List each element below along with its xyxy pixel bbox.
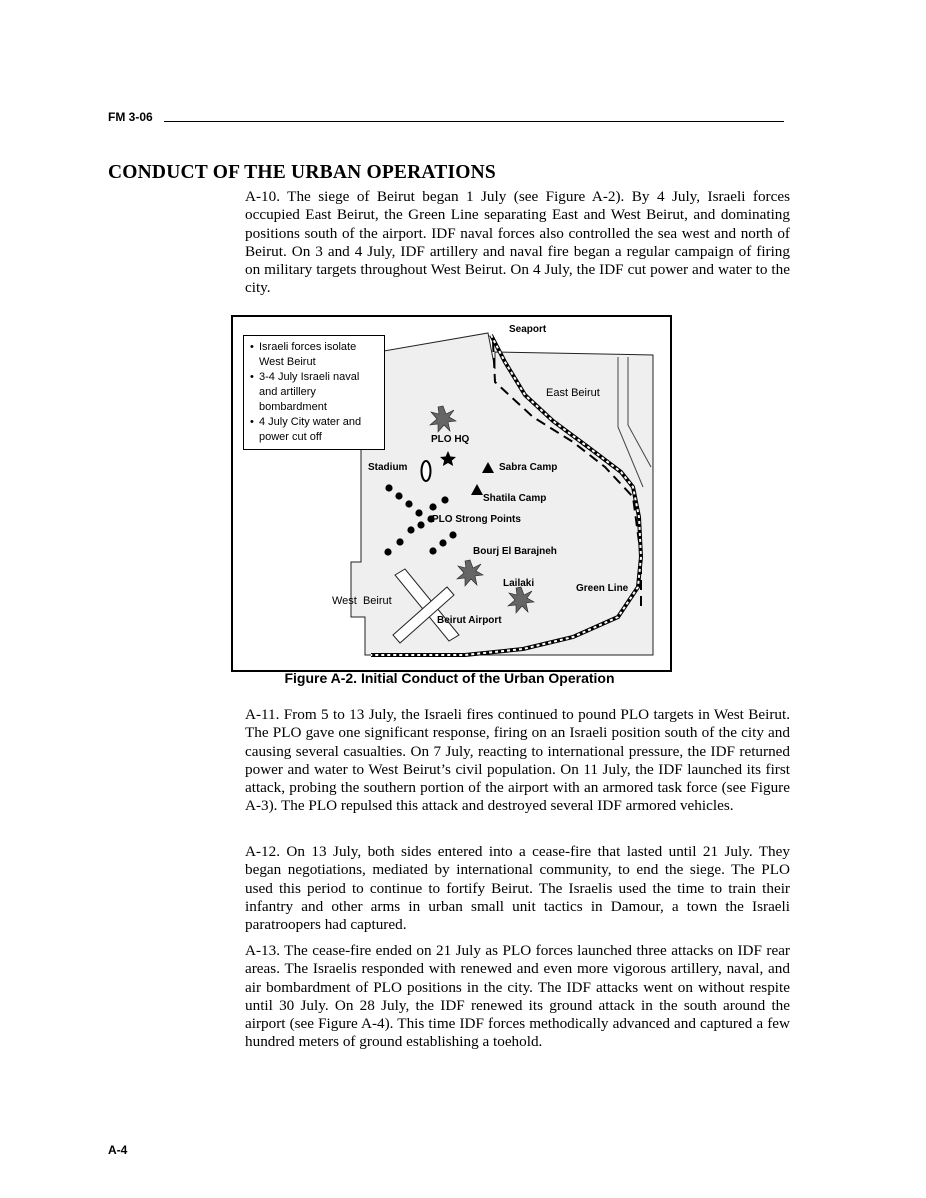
paragraph-a11: A-11. From 5 to 13 July, the Israeli fires continued to pound PLO targets in West Beirut. The PLO gave one significant response, firing on an Israeli position south of the city and causing several casualties. On 7 July, reacting to international pressure, the IDF returned power and water to West Beirut’s civil population. On 11 July, the IDF launched its first attack, probing the southern portion of the airport with an armored task force (see Figure A-3). The PLO repulsed this attack and destroyed several IDF armored vehicles. — [245, 706, 790, 815]
legend-item: • 4 July City water and power cut off — [250, 415, 380, 445]
map-legend-box — [243, 335, 385, 450]
manual-id: FM 3-06 — [108, 110, 153, 124]
label-west-beirut: West Beirut — [332, 595, 392, 607]
label-stadium: Stadium — [368, 462, 408, 473]
label-green-line: Green Line — [576, 583, 629, 594]
figure-caption: Figure A-2. Initial Conduct of the Urban Operation — [284, 670, 615, 686]
figure-a2-map — [231, 315, 672, 672]
paragraph-a13: A-13. The cease-fire ended on 21 July as PLO forces launched three attacks on IDF rear areas. The Israelis responded with renewed and even more vigorous artillery, naval, and air bombardment of PLO positions in the city. The IDF attacks went on without respite until 30 July. On 28 July, the IDF renewed its ground attack in the south around the airport (see Figure A-4). This time IDF forces methodically advanced and captured a few hundred meters of ground establishing a toehold. — [245, 942, 790, 1051]
label-lailaki: Lailaki — [503, 578, 535, 589]
label-east-beirut: East Beirut — [546, 387, 600, 399]
section-title: CONDUCT OF THE URBAN OPERATIONS — [108, 162, 496, 183]
label-bourj-el-barajneh: Bourj El Barajneh — [473, 546, 557, 557]
legend-item: • Israeli forces isolate West Beirut — [250, 340, 380, 370]
label-shatila-camp: Shatila Camp — [483, 493, 547, 504]
paragraph-a10: A-10. The siege of Beirut began 1 July (see Figure A-2). By 4 July, Israeli forces occupied East Beirut, the Green Line separating East and West Beirut, and dominating positions south of the airport. IDF naval forces also controlled the sea west and north of Beirut. On 3 and 4 July, IDF artillery and naval fire began a regular campaign of firing on military targets throughout West Beirut. On 4 July, the IDF cut power and water to the city. — [245, 188, 790, 297]
label-plo-hq: PLO HQ — [431, 434, 470, 445]
header-rule — [164, 121, 784, 122]
label-seaport: Seaport — [509, 324, 547, 335]
paragraph-a12: A-12. On 13 July, both sides entered into a cease-fire that lasted until 21 July. They began negotiations, mediated by international community, to end the siege. The PLO used this period to continue to fortify Beirut. The Israelis used the time to train their infantry and other arms in urban small unit tactics in Damour, a town the Israeli paratroopers had captured. — [245, 843, 790, 934]
stadium-icon — [422, 461, 431, 481]
label-beirut-airport: Beirut Airport — [437, 615, 502, 626]
page-number: A-4 — [108, 1143, 128, 1157]
label-plo-strong-points: PLO Strong Points — [432, 514, 521, 525]
legend-item: • 3-4 July Israeli naval and artillery bombardment — [250, 370, 380, 415]
label-sabra-camp: Sabra Camp — [499, 462, 558, 473]
